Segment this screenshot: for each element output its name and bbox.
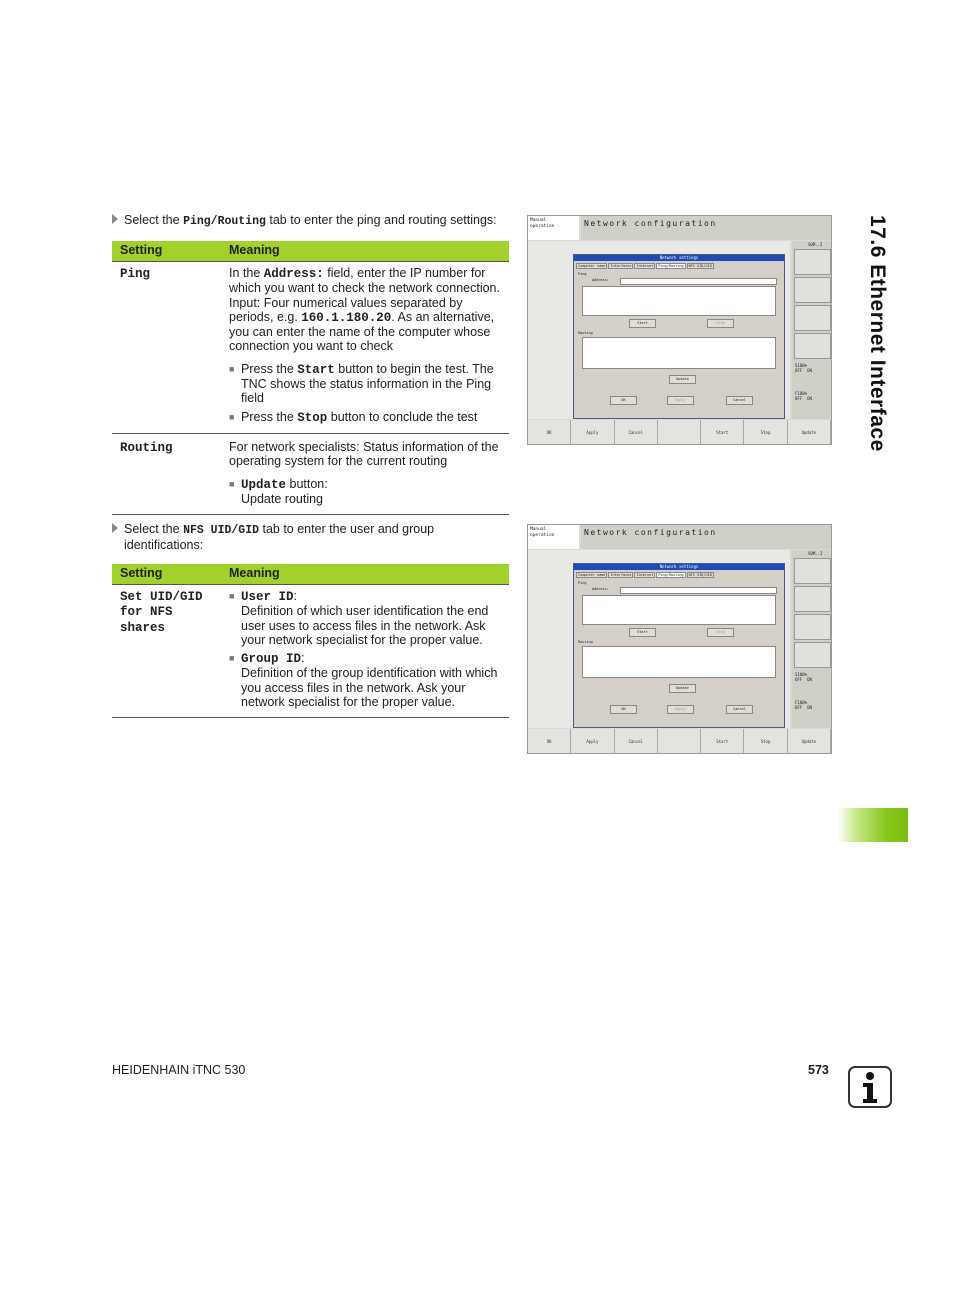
softkey[interactable]: Update xyxy=(788,420,831,444)
setting-routing: Routing xyxy=(120,440,173,455)
stop-button[interactable]: Stop xyxy=(707,628,734,637)
list-item: ■ Press the Start button to begin the test. The TNC shows the status information in the Ping field xyxy=(229,361,494,406)
cancel-button[interactable]: Cancel xyxy=(726,705,753,714)
tab-ping-routing[interactable]: Ping/Routing xyxy=(658,264,684,268)
table-row xyxy=(112,585,509,718)
tnc-screenshot xyxy=(527,524,832,754)
tab-nfs[interactable]: NFS UID/GID xyxy=(688,573,712,577)
tab-nfs[interactable]: NFS UID/GID xyxy=(688,264,712,268)
softkey[interactable]: Start xyxy=(701,729,744,753)
tnc-screenshot xyxy=(527,215,832,445)
network-settings-dialog: Network settings Computer name Interfaces Internet Ping/Routing NFS UID/GID Ping Address: Start Stop Routing Update OK Apply Cancel xyxy=(573,254,785,419)
apply-button[interactable]: Apply xyxy=(667,396,694,405)
softkey[interactable]: OK xyxy=(528,420,571,444)
start-button[interactable]: Start xyxy=(629,628,656,637)
routing-table xyxy=(582,337,776,369)
intro-ping-routing: Select the Ping/Routing tab to enter the ping and routing settings: xyxy=(112,213,512,229)
softkey[interactable]: Cancel xyxy=(615,729,658,753)
tab-computer-name[interactable]: Computer name xyxy=(578,264,606,268)
softkey[interactable] xyxy=(658,420,701,444)
chapter-tab xyxy=(838,808,908,842)
start-button[interactable]: Start xyxy=(629,319,656,328)
softkey[interactable]: Stop xyxy=(744,420,787,444)
routing-table xyxy=(582,646,776,678)
softkey-bar xyxy=(528,420,831,444)
arrow-bullet-icon xyxy=(112,523,118,533)
list-item: ■ Update button: Update routing xyxy=(229,476,328,506)
screen-title: Network configuration xyxy=(581,525,831,549)
code-ping-routing: Ping/Routing xyxy=(183,215,266,228)
svg-text:17.6 Ethernet Interface: 17.6 Ethernet Interface xyxy=(866,215,889,452)
dialog-title: Network settings xyxy=(574,255,784,261)
softkey[interactable]: Update xyxy=(788,729,831,753)
code-nfs-uid-gid: NFS UID/GID xyxy=(183,524,259,537)
list-item: ■ Group ID: Definition of the group identification with which you access files in the network. Ask your network specialist for the proper value. xyxy=(229,651,498,710)
ping-output xyxy=(582,286,776,316)
mode-label: Manual operation xyxy=(528,216,579,240)
header-setting: Setting xyxy=(112,564,221,585)
dialog-title: Network settings xyxy=(574,564,784,570)
address-field[interactable] xyxy=(620,278,777,285)
status-sidebar: S0M..2 S100% OFF ON F100% OFF ON xyxy=(792,550,831,728)
list-item: ■ User ID: Definition of which user identification the end user uses to access files in the network. Ask your network specialist for the proper value. xyxy=(229,589,489,647)
update-button[interactable]: Update xyxy=(669,375,696,384)
dialog-tabs xyxy=(574,570,784,578)
intro-nfs: Select the NFS UID/GID tab to enter the user and group identifications: xyxy=(112,522,512,552)
tab-interfaces[interactable]: Interfaces xyxy=(610,264,632,268)
square-bullet-icon: ■ xyxy=(229,411,235,422)
update-button[interactable]: Update xyxy=(669,684,696,693)
arrow-bullet-icon xyxy=(112,214,118,224)
softkey[interactable]: OK xyxy=(528,729,571,753)
list-item: ■ Press the Stop button to conclude the test xyxy=(229,409,478,425)
mode-label: Manual operation xyxy=(528,525,579,549)
table-row xyxy=(112,262,509,434)
softkey[interactable]: Stop xyxy=(744,729,787,753)
section-title xyxy=(825,215,891,475)
softkey[interactable]: Apply xyxy=(571,420,614,444)
square-bullet-icon: ■ xyxy=(229,591,235,601)
address-field[interactable] xyxy=(620,587,777,594)
softkey[interactable] xyxy=(658,729,701,753)
status-sidebar: S0M..2 S100% OFF ON F100% OFF ON xyxy=(792,241,831,419)
ping-routing-table xyxy=(112,241,509,515)
page-number: 573 xyxy=(808,1063,829,1077)
softkey-bar xyxy=(528,729,831,753)
softkey[interactable]: Cancel xyxy=(615,420,658,444)
ok-button[interactable]: OK xyxy=(610,396,637,405)
square-bullet-icon: ■ xyxy=(229,478,235,489)
screen-title: Network configuration xyxy=(581,216,831,240)
header-setting: Setting xyxy=(112,241,221,262)
setting-uid-gid: Set UID/GID for NFS shares xyxy=(120,590,203,635)
tab-interfaces[interactable]: Interfaces xyxy=(610,573,632,577)
tab-ping-routing[interactable]: Ping/Routing xyxy=(658,573,684,577)
network-settings-dialog: Network settings Computer name Interfaces Internet Ping/Routing NFS UID/GID Ping Address: Start Stop Routing Update OK Apply Cancel xyxy=(573,563,785,728)
cancel-button[interactable]: Cancel xyxy=(726,396,753,405)
nfs-table xyxy=(112,564,509,718)
ping-output xyxy=(582,595,776,625)
square-bullet-icon: ■ xyxy=(229,363,235,374)
tab-internet[interactable]: Internet xyxy=(636,264,654,268)
table-row xyxy=(112,433,509,514)
header-meaning: Meaning xyxy=(221,241,509,262)
setting-ping: Ping xyxy=(120,267,151,281)
ok-button[interactable]: OK xyxy=(610,705,637,714)
header-meaning: Meaning xyxy=(221,564,509,585)
stop-button[interactable]: Stop xyxy=(707,319,734,328)
ping-description: In the Address: field, enter the IP number for which you want to check the network connection. Input: Four numerical values separated by periods, e.g. 160.1.180.20. As an alternative, you can enter the name of the computer whose connection you want to check xyxy=(229,266,500,354)
dialog-tabs xyxy=(574,261,784,269)
tab-internet[interactable]: Internet xyxy=(636,573,654,577)
apply-button[interactable]: Apply xyxy=(667,705,694,714)
tab-computer-name[interactable]: Computer name xyxy=(578,573,606,577)
footer-product: HEIDENHAIN iTNC 530 xyxy=(112,1063,246,1077)
info-icon xyxy=(848,1066,892,1108)
square-bullet-icon: ■ xyxy=(229,653,235,664)
softkey[interactable]: Start xyxy=(701,420,744,444)
routing-description: For network specialists: Status information of the operating system for the current routing xyxy=(229,439,499,469)
softkey[interactable]: Apply xyxy=(571,729,614,753)
